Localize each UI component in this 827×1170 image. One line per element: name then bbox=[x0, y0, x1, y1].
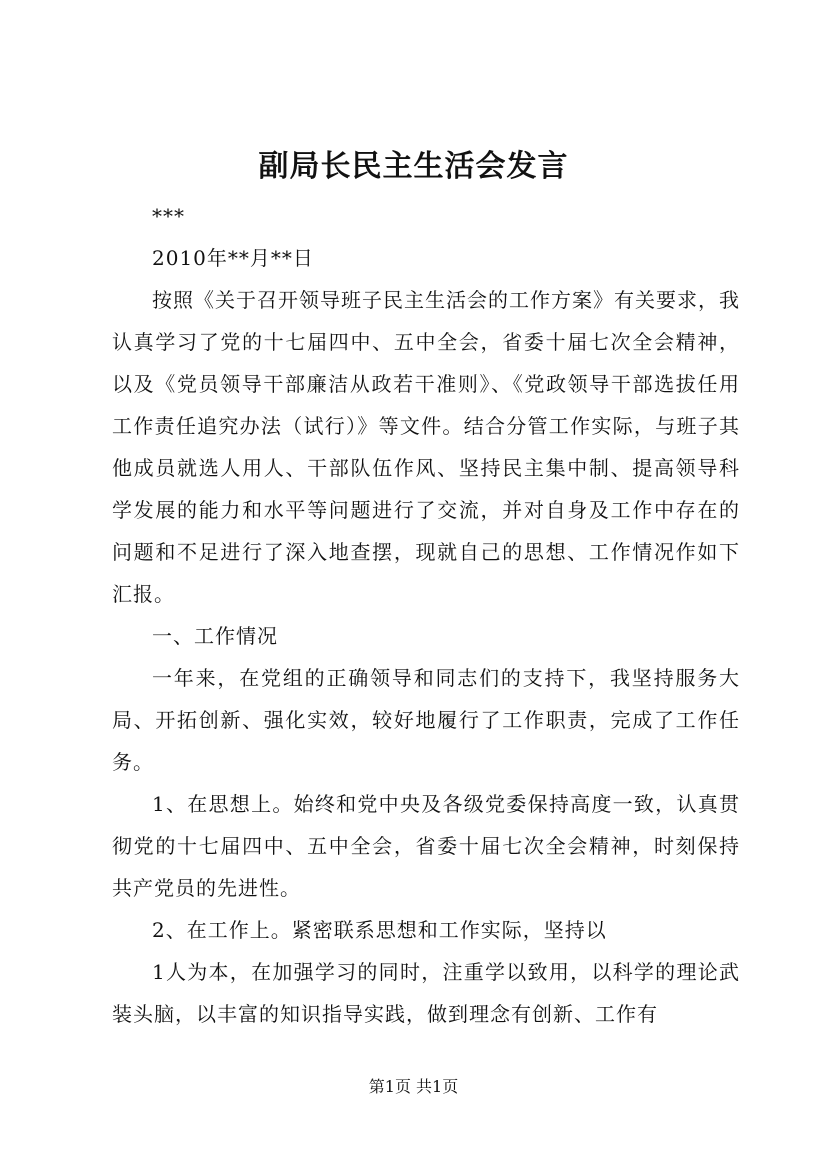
section-heading: 一、工作情况 bbox=[152, 624, 278, 648]
page-footer: 第1页 共1页 bbox=[368, 1077, 459, 1096]
intro-paragraph: 按照《关于召开领导班子民主生活会的工作方案》有关要求，我认真学习了党的十七届四中、五中全会，省委十届七次全会精神，以及《党员领导干部廉洁从政若干准则》、《党政领导干部选拔任用工作责任追究办法（试行）》等文件。结合分管工作实际，与班子其他成员就选人用人、干部队伍作风、坚持民主集中制、提高领导科学发展的能力和水平等问题进行了交流，并对自身及工作中存在的问题和不足进行了深入地查摆，现就自己的思想、工作情况作如下汇报。 bbox=[112, 288, 740, 606]
document-body bbox=[112, 195, 740, 1035]
continued-paragraph: 1人为本，在加强学习的同时，注重学以致用，以科学的理论武装头脑，以丰富的知识指导实践，做到理念有创新、工作有 bbox=[112, 960, 740, 1026]
work-paragraph: 2、在工作上。紧密联系思想和工作实际，坚持以 bbox=[152, 918, 607, 942]
summary-paragraph: 一年来，在党组的正确领导和同志们的支持下，我坚持服务大局、开拓创新、强化实效，较好地履行了工作职责，完成了工作任务。 bbox=[112, 666, 740, 774]
page-title: 副局长民主生活会发言 bbox=[258, 149, 569, 184]
date-line: 2010年**月**日 bbox=[152, 246, 314, 270]
author-line: *** bbox=[152, 204, 185, 228]
thought-paragraph: 1、在思想上。始终和党中央及各级党委保持高度一致，认真贯彻党的十七届四中、五中全会，省委十届七次全会精神，时刻保持共产党员的先进性。 bbox=[112, 792, 740, 900]
